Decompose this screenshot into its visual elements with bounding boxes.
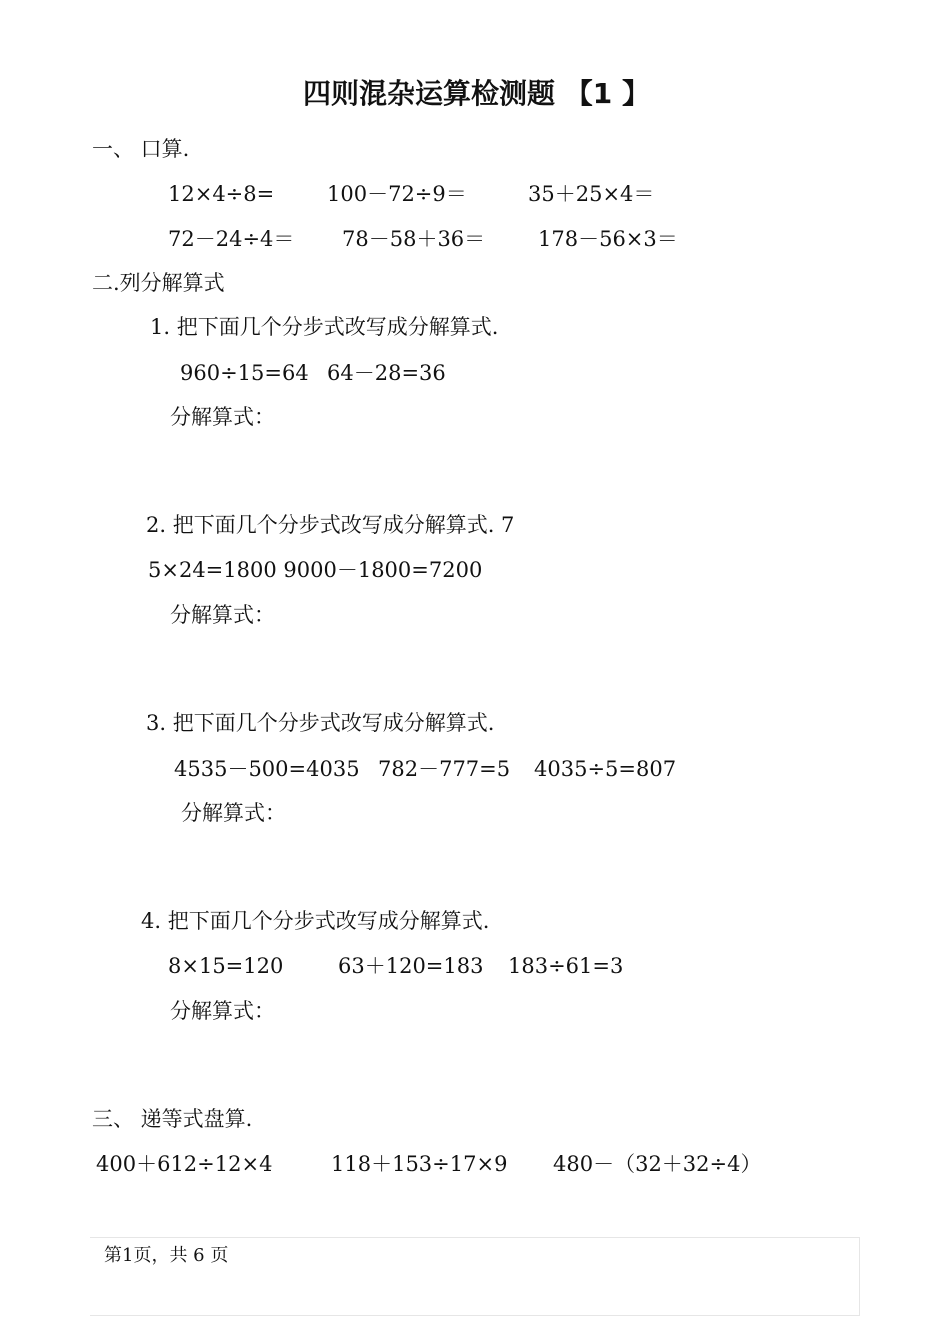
question-1-equation: 960÷15=64 xyxy=(180,361,309,385)
stepwise-calc-item: 118＋153÷17×9 xyxy=(331,1152,508,1176)
question-2-answer-label: 分解算式： xyxy=(170,603,275,627)
question-1-answer-label: 分解算式： xyxy=(170,405,275,429)
question-3-equation: 4535－500=4035 xyxy=(174,757,360,781)
question-2-prompt: 2. 把下面几个分步式改写成分解算式. 7 xyxy=(146,513,515,537)
section2-heading: 二.列分解算式 xyxy=(92,271,225,295)
page-number: 第1页，共 6 页 xyxy=(104,1245,229,1266)
oral-calc-item: 12×4÷8= xyxy=(168,182,275,206)
oral-calc-item: 35＋25×4＝ xyxy=(528,182,655,206)
question-2-equations: 5×24=1800 9000－1800=7200 xyxy=(148,558,483,582)
section3-heading: 三、 递等式盘算. xyxy=(92,1107,253,1131)
question-1-equation: 64－28=36 xyxy=(327,361,446,385)
question-4-equation: 183÷61=3 xyxy=(508,954,624,978)
page-title: 四则混杂运算检测题 【1 】 xyxy=(303,77,650,110)
question-3-answer-label: 分解算式： xyxy=(181,801,286,825)
question-3-equation: 4035÷5=807 xyxy=(534,757,677,781)
oral-calc-item: 72－24÷4＝ xyxy=(168,227,295,251)
stepwise-calc-item: 480－（32＋32÷4） xyxy=(553,1152,762,1176)
question-4-equation: 63＋120=183 xyxy=(338,954,484,978)
question-4-prompt: 4. 把下面几个分步式改写成分解算式. xyxy=(141,909,490,933)
oral-calc-item: 100－72÷9＝ xyxy=(327,182,467,206)
oral-calc-item: 78－58＋36＝ xyxy=(342,227,486,251)
question-3-prompt: 3. 把下面几个分步式改写成分解算式. xyxy=(146,711,495,735)
question-3-equation: 782－777=5 xyxy=(378,757,511,781)
stepwise-calc-item: 400＋612÷12×4 xyxy=(96,1152,273,1176)
oral-calc-item: 178－56×3＝ xyxy=(538,227,678,251)
section1-heading: 一、 口算. xyxy=(92,137,190,161)
question-1-prompt: 1. 把下面几个分步式改写成分解算式. xyxy=(150,315,499,339)
question-4-equation: 8×15=120 xyxy=(168,954,284,978)
question-4-answer-label: 分解算式： xyxy=(170,999,275,1023)
